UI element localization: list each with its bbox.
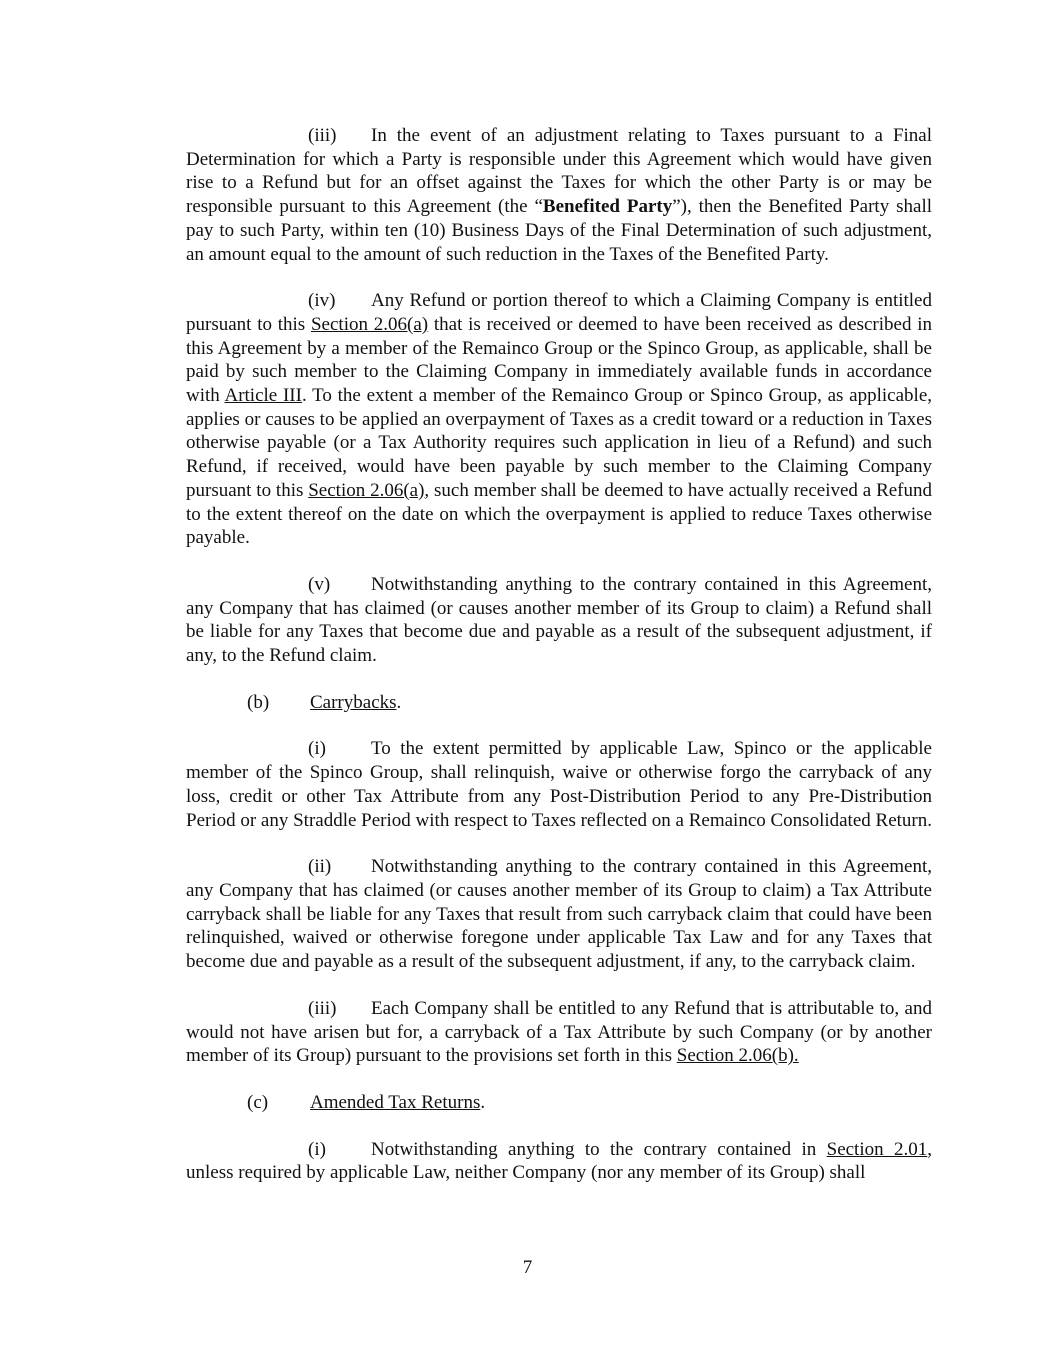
clause-text: Notwithstanding anything to the contrary contained in: [371, 1138, 827, 1160]
clause-text: Notwithstanding anything to the contrary contained in this Agreement, any Company that has claimed (or causes another member of its Group to claim) a Tax Attribute carryback shall be liable for any Taxes that result from such carryback claim that could have been relinquished, waived or otherwise foregone under applicable Tax Law and for any Taxes that become due and payable as a result of the subsequent adjustment, if any, to the carryback claim.: [186, 856, 932, 973]
section-title: Amended Tax Returns: [310, 1091, 481, 1113]
paragraph-a-iii: [186, 124, 932, 266]
clause-text: Any Refund or portion thereof to which a Claiming Company is entitled pursuant to this: [186, 290, 932, 335]
paragraph-b-ii: [186, 855, 932, 974]
cross-reference: Section 2.06(a): [308, 479, 425, 501]
cross-reference: Section 2.06(b).: [676, 1045, 799, 1067]
section-title-period: .: [480, 1091, 486, 1113]
cross-reference: Article III: [224, 385, 302, 407]
clause-text: In the event of an adjustment relating to Taxes pursuant to a Final Determination for which a Party is responsible under this Agreement which would have given rise to a Refund but for an offset against the Taxes for which the other Party is or may be responsible pursuant to this Agreement (the “: [186, 125, 932, 218]
clause-text: , such member shall be deemed to have actually received a Refund to the extent thereof on the date on which the overpayment is applied to reduce Taxes otherwise payable.: [186, 479, 933, 549]
clause-number: (ii): [308, 856, 332, 878]
paragraph-a-v: [186, 573, 932, 668]
clause-number: (iii): [308, 997, 337, 1019]
section-number: (c): [247, 1091, 269, 1113]
section-title-period: .: [396, 691, 402, 713]
clause-number: (v): [308, 573, 331, 595]
clause-text: , unless required by applicable Law, neither Company (nor any member of its Group) shall: [186, 1138, 932, 1184]
section-heading-b: [186, 691, 932, 715]
clause-text: Notwithstanding anything to the contrary contained in this Agreement, any Company that has claimed (or causes another member of its Group to claim) a Refund shall be liable for any Taxes that become due and payable as a result of the subsequent adjustment, if any, to the Refund claim.: [186, 573, 932, 667]
clause-text: that is received or deemed to have been received as described in this Agreement by a member of the Remainco Group or the Spinco Group, as applicable, shall be paid by such member to the Claiming Company in immediately available funds in accordance with: [186, 313, 933, 407]
clause-number: (iv): [308, 290, 336, 312]
clause-number: (i): [308, 1138, 326, 1160]
paragraph-a-iv: [186, 289, 932, 550]
defined-term: Benefited Party: [542, 196, 673, 218]
document-page: [186, 124, 932, 1208]
page-number: 7: [522, 1257, 533, 1278]
clause-text: ”), then the Benefited Party shall pay to such Party, within ten (10) Business Days of the Final Determination of such adjustment, an amount equal to the amount of such reduction in the Taxes of the Benefited Party.: [186, 196, 932, 265]
section-heading-c: [186, 1091, 932, 1115]
section-title: Carrybacks: [310, 691, 397, 713]
paragraph-b-i: [186, 737, 932, 832]
paragraph-b-iii: [186, 997, 932, 1068]
cross-reference: Section 2.06(a): [310, 313, 429, 335]
clause-text: Each Company shall be entitled to any Refund that is attributable to, and would not have arisen but for, a carryback of a Tax Attribute by such Company (or by another member of its Group) pursuant to the provisions set forth in this: [186, 997, 932, 1067]
cross-reference: Section 2.01: [826, 1138, 928, 1160]
section-number: (b): [247, 691, 270, 713]
clause-text: To the extent permitted by applicable Law, Spinco or the applicable member of the Spinco Group, shall relinquish, waive or otherwise forgo the carryback of any loss, credit or other Tax Attribute from any Post-Distribution Period to any Pre-Distribution Period or any Straddle Period with respect to Taxes reflected on a Remainco Consolidated Return.: [186, 738, 932, 831]
paragraph-c-i: [186, 1138, 932, 1185]
clause-number: (iii): [308, 125, 337, 146]
clause-text: . To the extent a member of the Remainco Group or Spinco Group, as applicable, applies or causes to be applied an overpayment of Taxes as a credit toward or a reduction in Taxes otherwise payable (or a Tax Authority requires such application in lieu of a Refund) and such Refund, if received, would have been payable by such member to the Claiming Company pursuant to this: [186, 385, 933, 501]
clause-number: (i): [308, 738, 326, 760]
